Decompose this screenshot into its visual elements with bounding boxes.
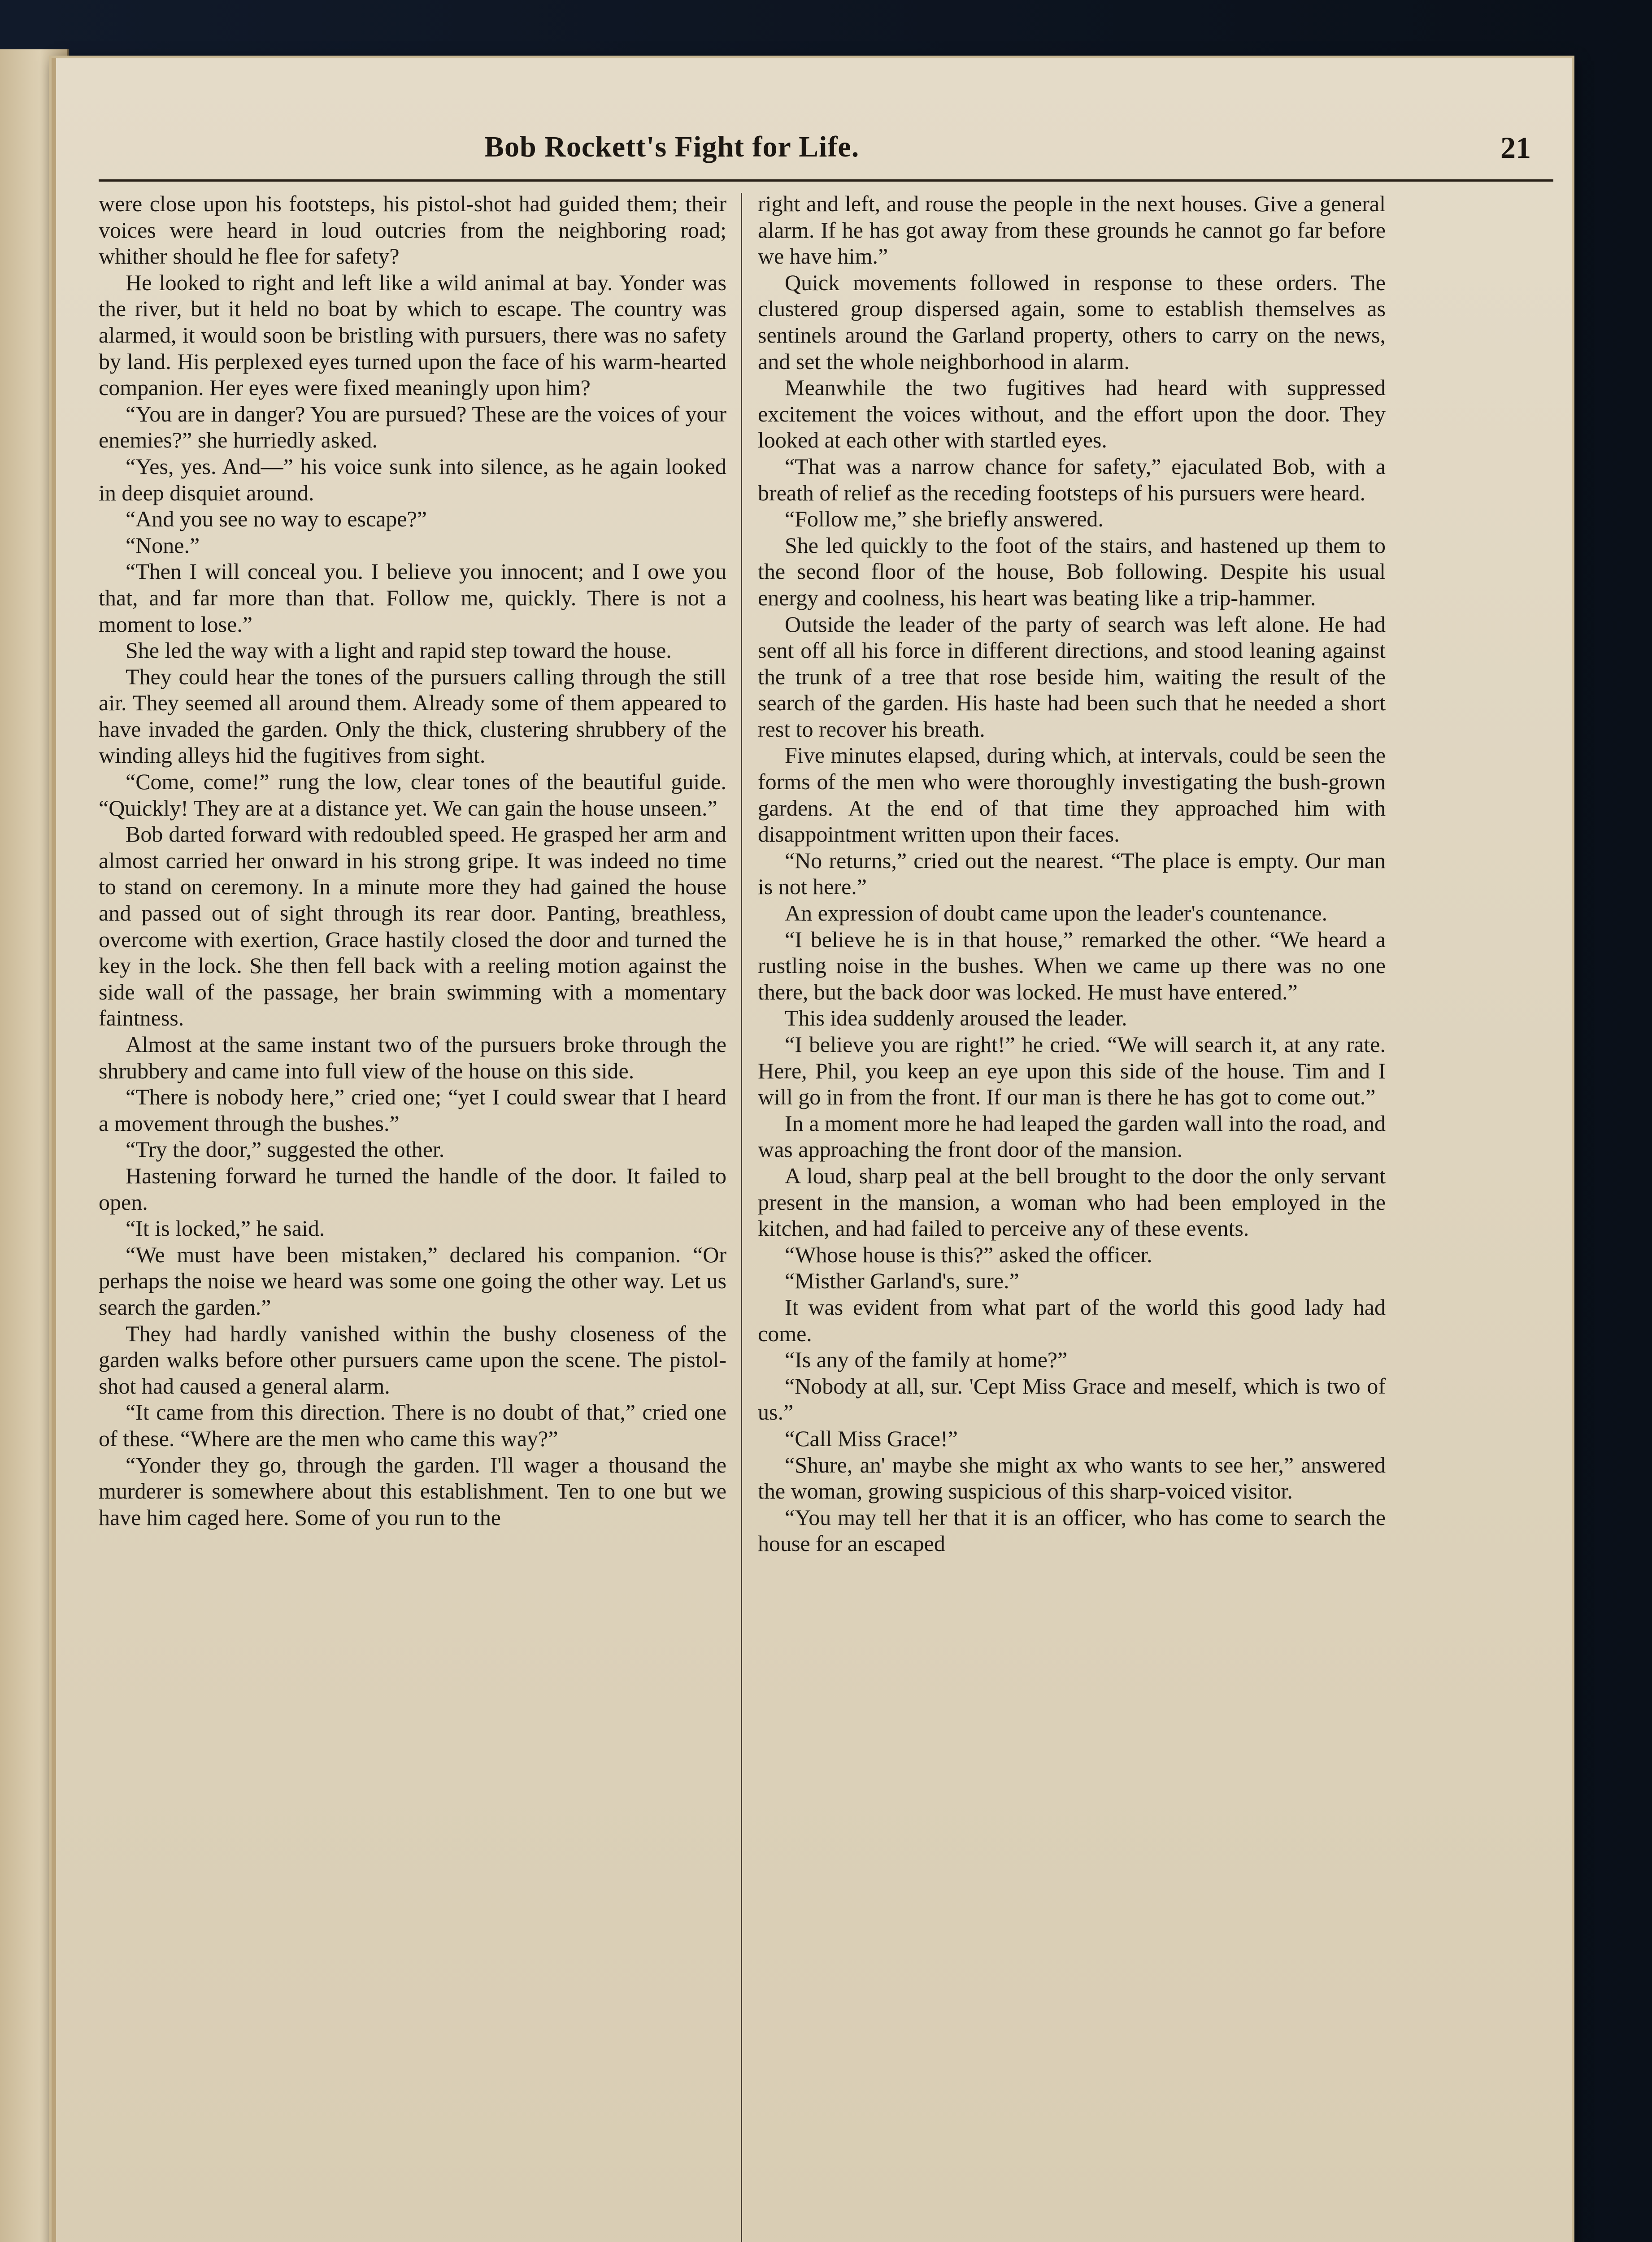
paragraph: “You are in danger? You are pursued? These are the voices of your enemies?” she hurriedly asked. bbox=[99, 401, 726, 453]
paragraph: were close upon his footsteps, his pistol-shot had guided them; their voices were heard in loud outcries from the neighboring road; whither should he flee for safety? bbox=[99, 191, 726, 269]
paragraph: “Nobody at all, sur. 'Cept Miss Grace and meself, which is two of us.” bbox=[758, 1373, 1386, 1425]
paragraph: “We must have been mistaken,” declared his companion. “Or perhaps the noise we heard was some one going the other way. Let us search the garden.” bbox=[99, 1242, 726, 1320]
paragraph: “Come, come!” rung the low, clear tones of the beautiful guide. “Quickly! They are at a distance yet. We can gain the house unseen.” bbox=[99, 769, 726, 821]
paragraph: “You may tell her that it is an officer, who has come to search the house for an escaped bbox=[758, 1504, 1386, 1556]
paragraph: “There is nobody here,” cried one; “yet I could swear that I heard a movement through the bushes.” bbox=[99, 1084, 726, 1136]
right-column bbox=[758, 191, 1386, 1557]
paragraph: She led quickly to the foot of the stairs, and hastened up them to the second floor of the house, Bob following. Despite his usual energy and coolness, his heart was beating like a trip-hammer. bbox=[758, 532, 1386, 610]
paragraph: “Yes, yes. And—” his voice sunk into silence, as he again looked in deep disquiet around. bbox=[99, 453, 726, 505]
paragraph: “I believe you are right!” he cried. “We will search it, at any rate. Here, Phil, you keep an eye upon this side of the house. Tim and I will go in from the front. If our man is there he has got to come out.” bbox=[758, 1032, 1386, 1110]
paragraph: “That was a narrow chance for safety,” ejaculated Bob, with a breath of relief as the receding footsteps of his pursuers were heard. bbox=[758, 453, 1386, 505]
paragraph: “And you see no way to escape?” bbox=[126, 506, 427, 532]
paragraph: “It came from this direction. There is no doubt of that,” cried one of these. “Where are the men who came this way?” bbox=[99, 1399, 726, 1451]
paragraph: Bob darted forward with redoubled speed. He grasped her arm and almost carried her onward in his strong gripe. It was indeed no time to stand on ceremony. In a minute more they had gained the house and passed out of sight through its rear door. Panting, breathless, overcome with exertion, Grace hastily closed the door and turned the key in the lock. She then fell back with a reeling motion against the side wall of the passage, her brain swimming with a momentary faintness. bbox=[99, 821, 726, 1031]
paragraph: “Follow me,” she briefly answered. bbox=[785, 506, 1104, 532]
paragraph: This idea suddenly aroused the leader. bbox=[785, 1005, 1127, 1031]
header-rule bbox=[99, 179, 1553, 182]
running-title: Bob Rockett's Fight for Life. bbox=[484, 130, 860, 163]
paragraph: “No returns,” cried out the nearest. “The place is empty. Our man is not here.” bbox=[758, 847, 1386, 899]
paragraph: right and left, and rouse the people in the next houses. Give a general alarm. If he has got away from these grounds he cannot go far before we have him.” bbox=[758, 191, 1386, 269]
paragraph: An expression of doubt came upon the leader's countenance. bbox=[785, 900, 1327, 926]
paragraph: “Call Miss Grace!” bbox=[785, 1425, 958, 1451]
paragraph: “Yonder they go, through the garden. I'll wager a thousand the murderer is somewhere about this establishment. Ten to one but we have him caged here. Some of you run to the bbox=[99, 1452, 726, 1530]
paragraph: Outside the leader of the party of search was left alone. He had sent off all his force in different directions, and stood leaning against the trunk of a tree that rose beside him, waiting the result of the search of the garden. His haste had been such that he needed a short rest to recover his breath. bbox=[758, 611, 1386, 742]
paragraph: In a moment more he had leaped the garden wall into the road, and was approaching the front door of the mansion. bbox=[758, 1110, 1386, 1162]
paragraph: “Is any of the family at home?” bbox=[785, 1347, 1068, 1373]
paragraph: “I believe he is in that house,” remarked the other. “We heard a rustling noise in the bushes. When we came up there was no one there, but the back door was locked. He must have entered.” bbox=[758, 926, 1386, 1004]
paragraph: “Shure, an' maybe she might ax who wants to see her,” answered the woman, growing suspicious of this sharp-voiced visitor. bbox=[758, 1452, 1386, 1504]
page-number: 21 bbox=[1500, 130, 1531, 165]
paragraph: They had hardly vanished within the bushy closeness of the garden walks before other pursuers came upon the scene. The pistol-shot had caused a general alarm. bbox=[99, 1321, 726, 1399]
paragraph: “Misther Garland's, sure.” bbox=[785, 1268, 1019, 1294]
paragraph: A loud, sharp peal at the bell brought to the door the only servant present in the mansion, a woman who had been employed in the kitchen, and had failed to perceive any of these events. bbox=[758, 1163, 1386, 1241]
left-column bbox=[99, 191, 726, 1530]
paragraph: Meanwhile the two fugitives had heard with suppressed excitement the voices without, and the effort upon the door. They looked at each other with startled eyes. bbox=[758, 375, 1386, 453]
column-divider bbox=[741, 193, 742, 2242]
paragraph: “Whose house is this?” asked the officer. bbox=[785, 1242, 1152, 1267]
paragraph: “None.” bbox=[126, 532, 200, 558]
paragraph: Quick movements followed in response to these orders. The clustered group dispersed again, some to establish themselves as sentinels around the Garland property, others to carry on the news, and set the whole neighborhood in alarm. bbox=[758, 269, 1386, 374]
paragraph: “Then I will conceal you. I believe you innocent; and I owe you that, and far more than that. Follow me, quickly. There is not a moment to lose.” bbox=[99, 559, 726, 637]
paragraph: Hastening forward he turned the handle of the door. It failed to open. bbox=[99, 1163, 726, 1215]
paragraph: Almost at the same instant two of the pursuers broke through the shrubbery and came into full view of the house on this side. bbox=[99, 1032, 726, 1083]
paragraph: They could hear the tones of the pursuers calling through the still air. They seemed all around them. Already some of them appeared to have invaded the garden. Only the thick, clustering shrubbery of the winding alleys hid the fugitives from sight. bbox=[99, 664, 726, 768]
paragraph: He looked to right and left like a wild animal at bay. Yonder was the river, but it held no boat by which to escape. The country was alarmed, it would soon be bristling with pursuers, there was no safety by land. His perplexed eyes turned upon the face of his warm-hearted companion. Her eyes were fixed meaningly upon him? bbox=[99, 269, 726, 400]
paragraph: “It is locked,” he said. bbox=[126, 1216, 325, 1241]
paragraph: Five minutes elapsed, during which, at intervals, could be seen the forms of the men who were thoroughly investigating the bush-grown gardens. At the end of that time they approached him with disappointment written upon their faces. bbox=[758, 743, 1386, 847]
paragraph: It was evident from what part of the world this good lady had come. bbox=[758, 1294, 1386, 1346]
paragraph: “Try the door,” suggested the other. bbox=[126, 1137, 445, 1162]
paragraph: She led the way with a light and rapid step toward the house. bbox=[126, 638, 672, 663]
